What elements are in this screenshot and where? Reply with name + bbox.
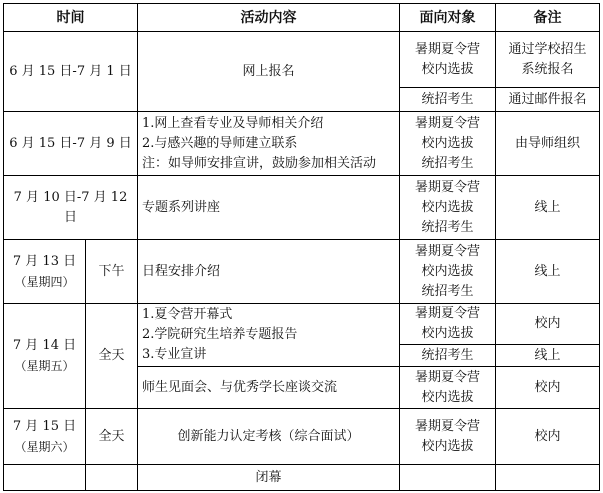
header-audience: 面向对象 — [400, 4, 496, 32]
header-row — [4, 4, 600, 32]
content-cell: 1.网上查看专业及导师相关介绍 2.与感兴趣的导师建立联系 注：如导师安排宣讲，鼓励参加相关活动 — [138, 112, 400, 176]
date-text: 7 月 15 日 — [12, 418, 77, 434]
empty-cell — [496, 465, 600, 491]
date-cell — [4, 240, 86, 304]
table-row — [4, 112, 600, 176]
empty-cell — [4, 465, 86, 491]
date-cell: 6 月 15 日-7 月 9 日 — [4, 112, 138, 176]
content-cell: 日程安排介绍 — [138, 240, 400, 304]
content-cell: 专题系列讲座 — [138, 176, 400, 240]
audience-cell: 统招考生 — [400, 345, 496, 367]
audience-cell: 暑期夏令营 校内选拔 统招考生 — [400, 240, 496, 304]
table-row — [4, 32, 600, 88]
weekday-text: （星期六） — [14, 439, 75, 454]
audience-cell: 暑期夏令营 校内选拔 — [400, 32, 496, 88]
audience-cell: 暑期夏令营 校内选拔 统招考生 — [400, 176, 496, 240]
note-cell: 通过邮件报名 — [496, 88, 600, 112]
note-cell: 线上 — [496, 176, 600, 240]
content-cell: 创新能力认定考核（综合面试） — [138, 409, 400, 465]
note-cell: 线上 — [496, 240, 600, 304]
header-time: 时间 — [4, 4, 138, 32]
date-text: 7 月 13 日 — [12, 253, 77, 269]
table-row — [4, 176, 600, 240]
table-row — [4, 465, 600, 491]
period-cell: 全天 — [86, 409, 138, 465]
schedule-table — [3, 3, 600, 491]
header-content: 活动内容 — [138, 4, 400, 32]
audience-cell: 暑期夏令营 校内选拔 — [400, 409, 496, 465]
content-cell: 1.夏令营开幕式 2.学院研究生培养专题报告 3.专业宣讲 — [138, 304, 400, 367]
header-notes: 备注 — [496, 4, 600, 32]
date-cell: 6 月 15 日-7 月 1 日 — [4, 32, 138, 112]
table-row — [4, 240, 600, 304]
weekday-text: （星期四） — [14, 274, 75, 289]
empty-cell — [86, 465, 138, 491]
content-cell: 闭幕 — [138, 465, 400, 491]
note-cell: 由导师组织 — [496, 112, 600, 176]
note-cell: 线上 — [496, 345, 600, 367]
note-cell: 校内 — [496, 304, 600, 345]
table-row — [4, 409, 600, 465]
audience-cell: 暑期夏令营 校内选拔 — [400, 367, 496, 409]
audience-cell: 暑期夏令营 校内选拔 — [400, 304, 496, 345]
audience-cell: 统招考生 — [400, 88, 496, 112]
date-cell — [4, 304, 86, 409]
date-text: 7 月 14 日 — [12, 338, 77, 353]
date-cell: 7 月 10 日-7 月 12 日 — [4, 176, 138, 240]
content-cell: 网上报名 — [138, 32, 400, 112]
weekday-text: （星期五） — [14, 359, 75, 373]
content-cell: 师生见面会、与优秀学长座谈交流 — [138, 367, 400, 409]
date-cell — [4, 409, 86, 465]
audience-cell: 暑期夏令营 校内选拔 统招考生 — [400, 112, 496, 176]
note-cell: 校内 — [496, 409, 600, 465]
period-cell: 下午 — [86, 240, 138, 304]
note-cell: 校内 — [496, 367, 600, 409]
empty-cell — [400, 465, 496, 491]
table-row — [4, 304, 600, 345]
note-cell: 通过学校招生 系统报名 — [496, 32, 600, 88]
period-cell: 全天 — [86, 304, 138, 409]
